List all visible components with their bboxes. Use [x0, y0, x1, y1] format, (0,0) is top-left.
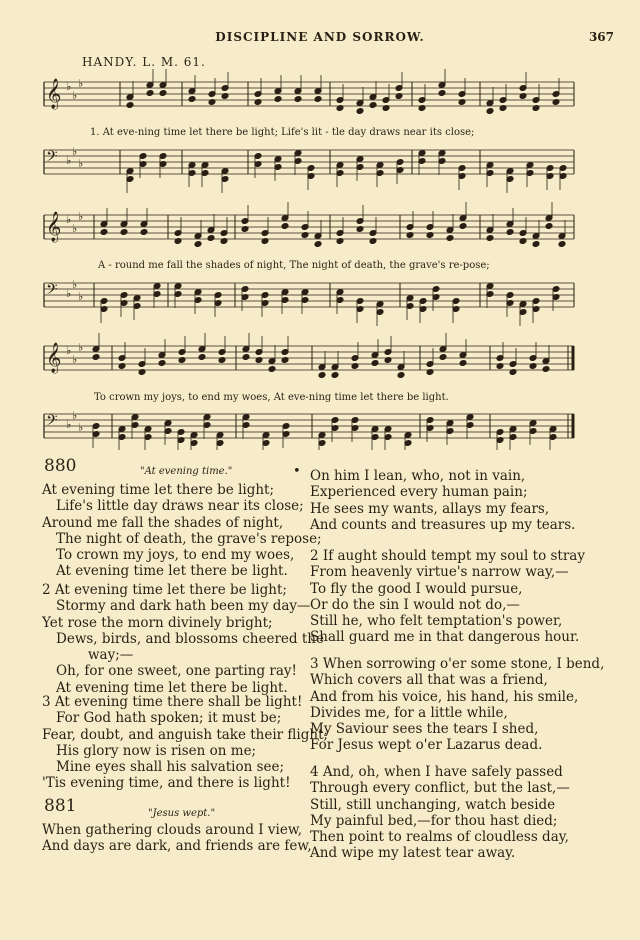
notehead: [198, 354, 206, 361]
notehead: [397, 372, 405, 379]
verse-line: Yet rose the morn divinely bright;: [42, 614, 273, 631]
notehead: [506, 229, 514, 236]
hymn-881-verse-1-end: [310, 468, 575, 533]
notehead: [558, 241, 566, 248]
verse-line: Shall guard me in that dangerous hour.: [310, 629, 580, 646]
verse-line: On him I lean, who, not in vain,: [310, 468, 526, 484]
flat-icon: ♭: [66, 418, 72, 431]
hymn-880-verse-3: [42, 694, 328, 792]
flat-icon: ♭: [78, 421, 84, 434]
flat-icon: ♭: [66, 287, 72, 300]
verse-line: Or do the sin I would not do,—: [310, 596, 520, 613]
bass-clef-icon: 𝄢: [46, 281, 58, 302]
verse-line: The night of death, the grave's repose;: [56, 530, 322, 547]
notehead: [242, 354, 250, 361]
treble-clef-icon: 𝄞: [46, 79, 62, 109]
verse-line: Mine eyes shall his salvation see;: [56, 759, 285, 776]
notehead: [126, 102, 134, 109]
flat-icon: ♭: [78, 157, 84, 170]
verse-line: My painful bed,—for thou hast died;: [310, 812, 558, 829]
verse-line: To crown my joys, to end my woes,: [56, 547, 295, 564]
notehead: [274, 96, 282, 103]
verse-line: Around me fall the shades of night,: [42, 514, 284, 531]
notehead: [294, 96, 302, 103]
verse-line: For Jesus wept o'er Lazarus dead.: [310, 737, 543, 754]
notehead: [318, 372, 326, 379]
hymn-881-verse-1-start: [42, 822, 312, 855]
notehead: [542, 366, 550, 373]
verse-line: Life's little day draws near its close;: [56, 498, 304, 515]
flat-icon: ♭: [78, 77, 84, 90]
verse-line: And wipe my latest tear away.: [310, 845, 516, 862]
verse-line: Fear, doubt, and anguish take their flight;: [42, 726, 329, 743]
tune-name: HANDY. L. M. 61.: [82, 55, 206, 69]
verse-line: Oh, for one sweet, one parting ray!: [56, 663, 297, 680]
notehead: [314, 96, 322, 103]
notehead: [438, 90, 446, 97]
treble-clef-icon: 𝄞: [46, 343, 62, 373]
verse-line: Still, still unchanging, watch beside: [310, 796, 556, 813]
verse-line: My Saviour sees the tears I shed,: [310, 721, 539, 738]
page-number: 367: [588, 30, 614, 44]
verse-line: He sees my wants, allays my fears,: [310, 500, 550, 517]
hymn-881-verse-3: [310, 656, 604, 754]
hymn-880-verse-1: [42, 482, 322, 580]
bass-clef-icon: 𝄢: [46, 148, 58, 169]
verse-line: And days are dark, and friends are few,: [42, 838, 312, 855]
verse-line: At evening time let there be light.: [56, 563, 288, 580]
notehead: [158, 360, 166, 367]
verse-line: When gathering clouds around I view,: [42, 822, 303, 838]
hymn-subtitle-881: "Jesus wept.": [148, 808, 216, 819]
notehead: [486, 235, 494, 242]
flat-icon: ♭: [72, 222, 78, 235]
hymn-880-verse-2: [42, 582, 324, 696]
notehead: [100, 229, 108, 236]
notehead: [92, 354, 100, 361]
flat-icon: ♭: [66, 80, 72, 93]
notehead: [532, 241, 540, 248]
flat-icon: ♭: [78, 210, 84, 223]
notehead: [446, 235, 454, 242]
notehead: [545, 223, 553, 230]
verse-line: At evening time let there be light.: [56, 679, 288, 696]
lyric-line-3: To crown my joys, to end my woes, At eve-ning time let there be light.: [94, 392, 449, 403]
notehead: [207, 235, 215, 242]
verse-line: Stormy and dark hath been my day—: [56, 598, 311, 615]
notehead: [459, 360, 467, 367]
verse-line: Experienced every human pain;: [310, 484, 528, 501]
notehead: [159, 90, 167, 97]
flat-icon: ♭: [72, 89, 78, 102]
verse-line: Still he, who felt temptation's power,: [310, 613, 563, 630]
hymn-881-verse-4: [310, 764, 570, 862]
notehead: [140, 229, 148, 236]
verse-line: And counts and treasures up my tears.: [310, 516, 576, 533]
verse-line: His glory now is risen on me;: [56, 742, 257, 759]
notehead: [281, 223, 289, 230]
hymn-881-verse-2: [310, 548, 585, 646]
flat-icon: ♭: [72, 353, 78, 366]
notehead: [459, 223, 467, 230]
verse-line: 4 And, oh, when I have safely passed: [310, 764, 563, 780]
verse-line: Dews, birds, and blossoms cheered the: [56, 630, 324, 647]
verse-line: At evening time let there be light;: [42, 482, 275, 498]
notehead: [146, 90, 154, 97]
running-header: DISCIPLINE AND SORROW.: [215, 30, 425, 44]
verse-line: To fly the good I would pursue,: [310, 580, 523, 597]
hymn-number-881: 881: [44, 796, 77, 816]
lyric-line-1: 1. At eve-ning time let there be light; Life's lit - tle day draws near its close;: [90, 127, 475, 138]
flat-icon: ♭: [72, 409, 78, 422]
flat-icon: ♭: [66, 213, 72, 226]
flat-icon: ♭: [66, 344, 72, 357]
verse-line: Then point to realms of cloudless day,: [310, 829, 569, 846]
treble-clef-icon: 𝄞: [46, 212, 62, 242]
column-mark: •: [293, 464, 301, 479]
verse-line: Which covers all that was a friend,: [310, 672, 548, 689]
hymn-number-880: 880: [44, 456, 77, 476]
notehead: [331, 372, 339, 379]
verse-line: For God hath spoken; it must be;: [56, 710, 282, 727]
notehead: [371, 360, 379, 367]
verse-line: Through every conflict, but the last,—: [310, 780, 570, 797]
notehead: [188, 96, 196, 103]
notehead: [268, 366, 276, 373]
verse-line: From heavenly virtue's narrow way,—: [310, 564, 569, 581]
notehead: [194, 241, 202, 248]
flat-icon: ♭: [66, 154, 72, 167]
notehead: [120, 229, 128, 236]
notehead: [439, 354, 447, 361]
notehead: [314, 241, 322, 248]
verse-line: And from his voice, his hand, his smile,: [310, 688, 579, 705]
verse-line: 3 When sorrowing o'er some stone, I bend,: [310, 656, 605, 672]
flat-icon: ♭: [72, 145, 78, 158]
verse-line: 2 At evening time let there be light;: [42, 582, 287, 598]
flat-icon: ♭: [78, 290, 84, 303]
flat-icon: ♭: [78, 341, 84, 354]
hymn-subtitle-880: "At evening time.": [140, 466, 233, 477]
notehead: [356, 108, 364, 115]
verse-line: 'Tis evening time, and there is light!: [42, 775, 291, 792]
verse-line: way;—: [88, 647, 134, 664]
music-score: [0, 0, 640, 450]
bass-clef-icon: 𝄢: [46, 412, 58, 433]
verse-line: Divides me, for a little while,: [310, 704, 508, 721]
lyric-line-2: A - round me fall the shades of night, The night of death, the grave's re-pose;: [98, 260, 490, 271]
notehead: [369, 102, 377, 109]
flat-icon: ♭: [72, 278, 78, 291]
notehead: [486, 108, 494, 115]
verse-line: 3 At evening time there shall be light!: [42, 694, 303, 710]
verse-line: 2 If aught should tempt my soul to stray: [310, 548, 585, 564]
